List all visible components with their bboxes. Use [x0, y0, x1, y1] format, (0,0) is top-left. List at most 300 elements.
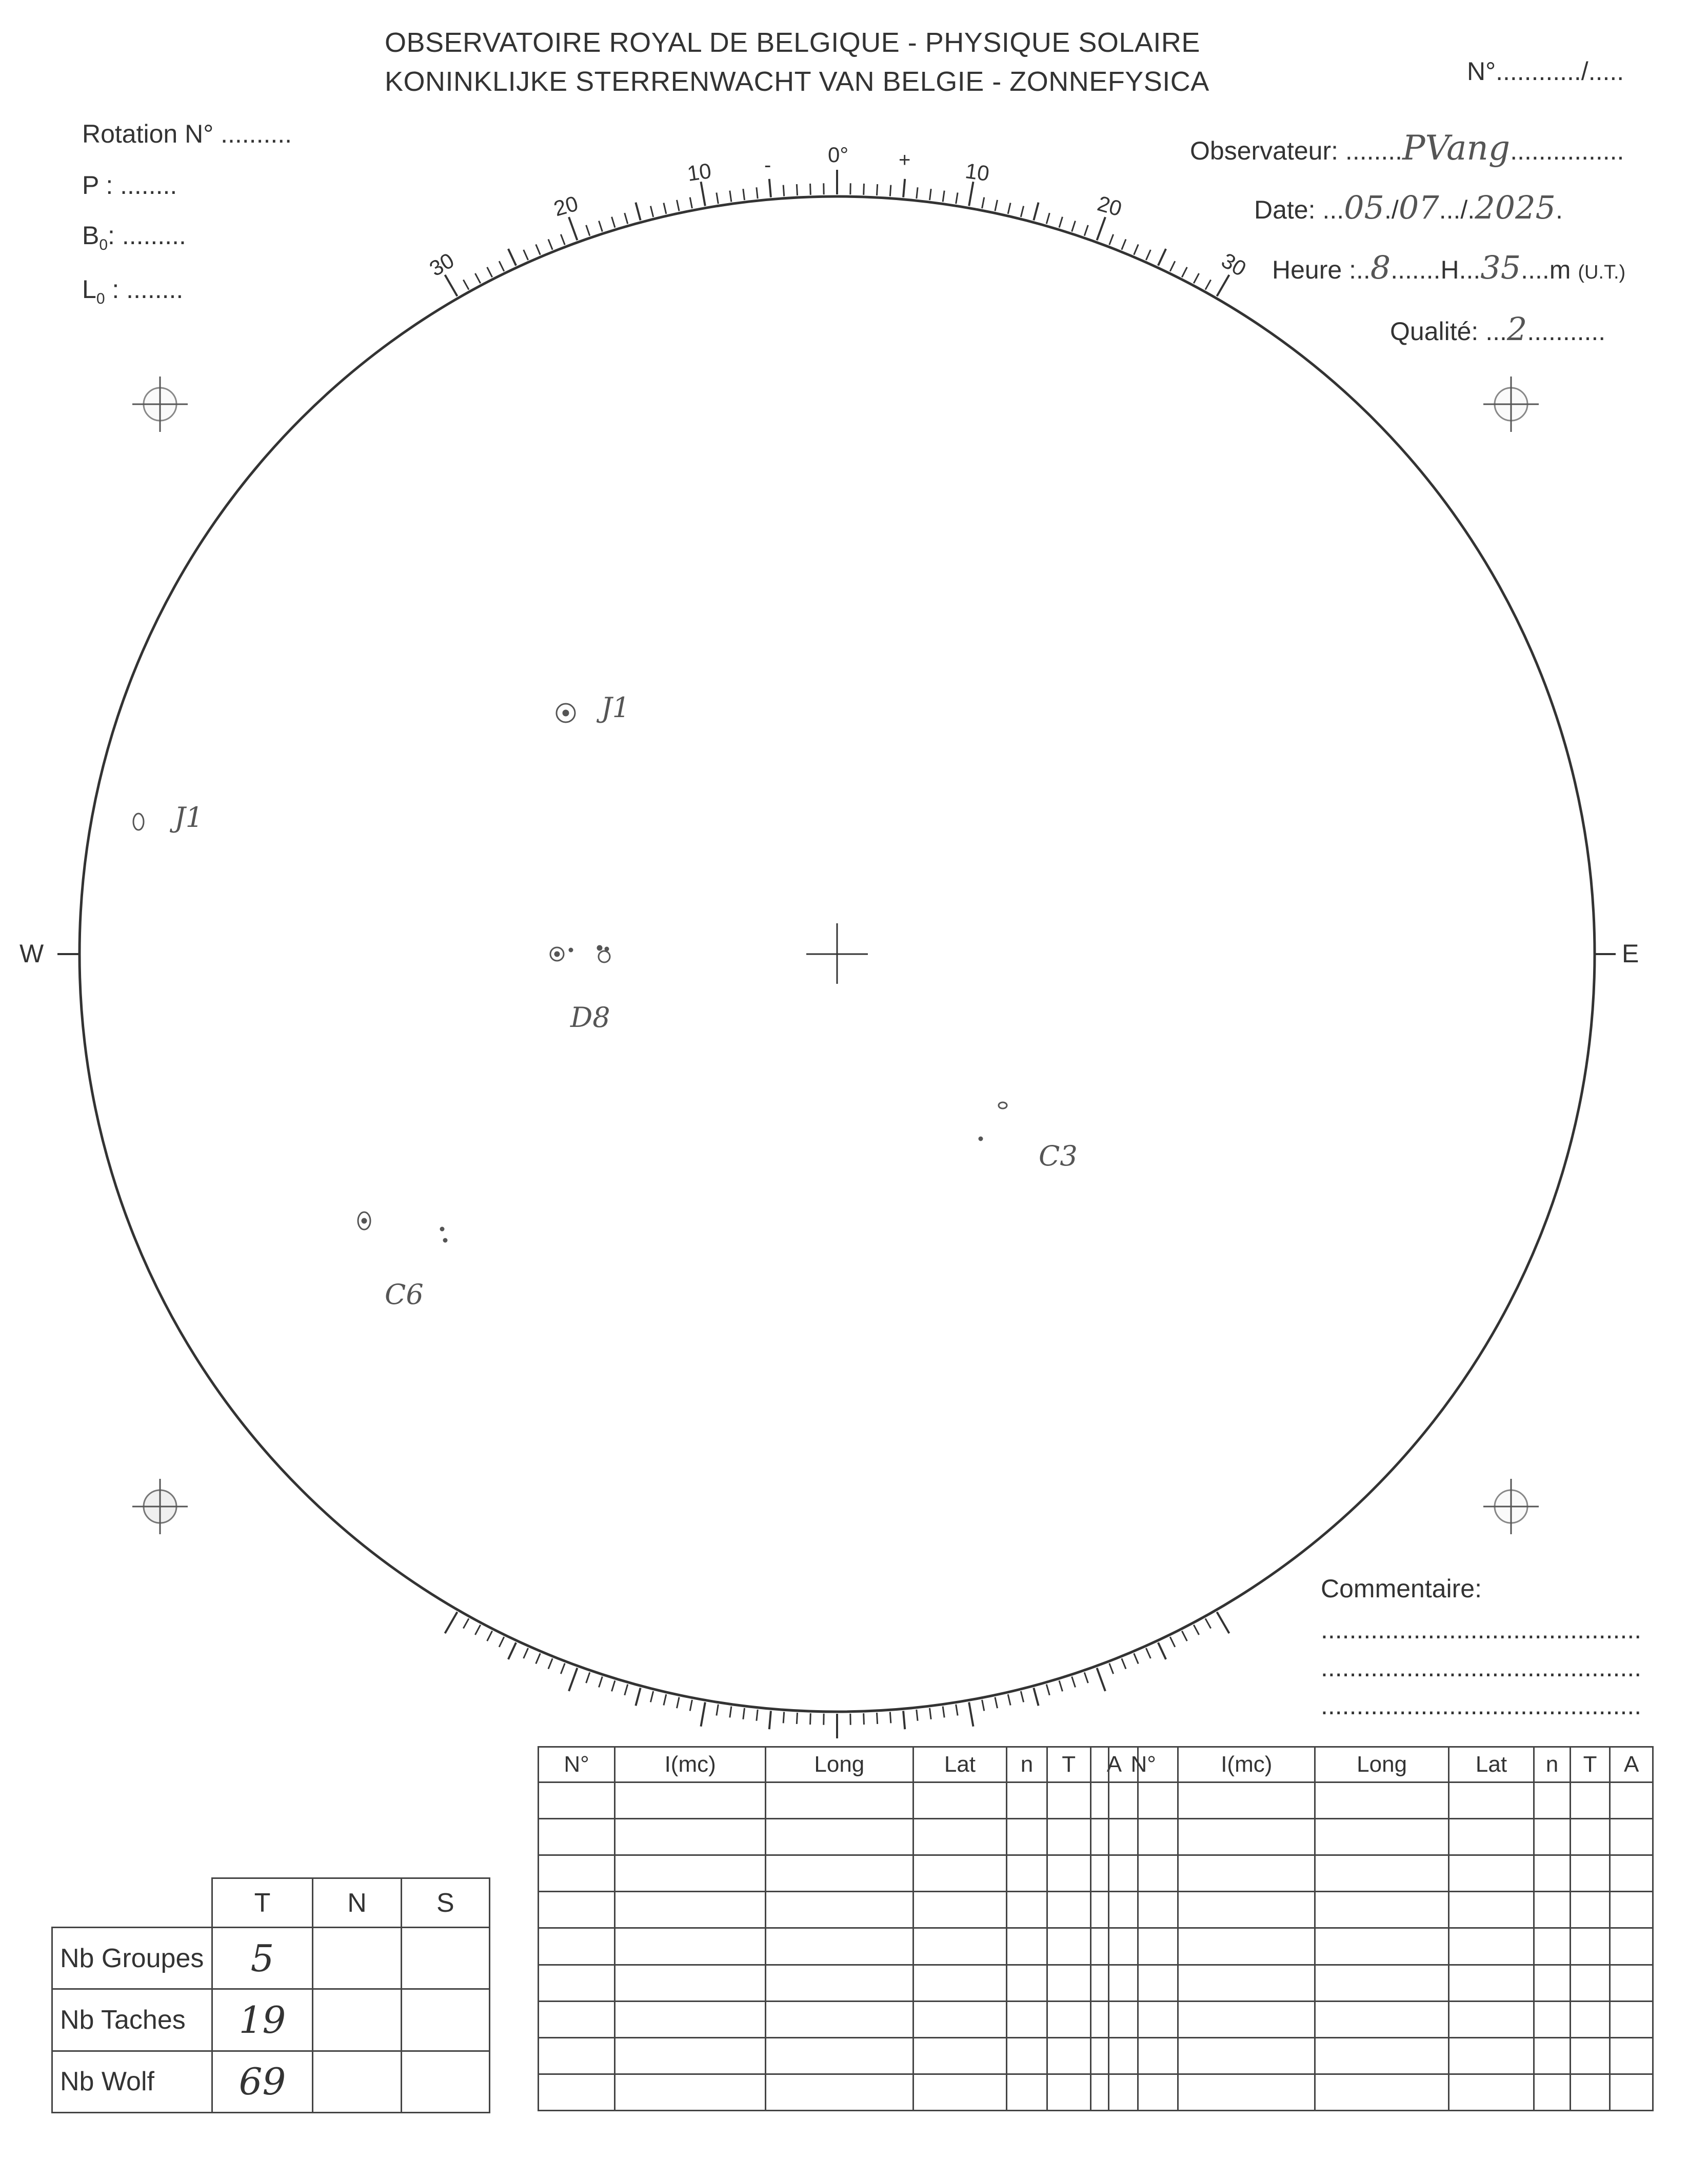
table-cell[interactable] [1610, 1892, 1653, 1928]
scale-tick [650, 206, 653, 217]
time-ut: (U.T.) [1578, 262, 1626, 283]
table-row [1109, 1782, 1653, 1819]
table-cell[interactable] [1449, 1819, 1534, 1855]
table-cell[interactable] [539, 1965, 615, 2001]
summary-row-label: Nb Groupes [52, 1928, 212, 1989]
sunspot-label-c3: C3 [1039, 1140, 1078, 1172]
title-french: OBSERVATOIRE ROYAL DE BELGIQUE - PHYSIQUE SOLAIRE [385, 27, 1200, 58]
table-cell[interactable] [1047, 1819, 1090, 1855]
scale-tick [1205, 280, 1211, 289]
scale-tick [890, 185, 891, 196]
table-cell[interactable] [1534, 2001, 1570, 2037]
table-cell[interactable] [1449, 2037, 1534, 2074]
table-cell[interactable] [1570, 1782, 1610, 1819]
scale-tick [625, 1685, 628, 1695]
table-cell[interactable] [913, 1965, 1007, 2001]
date-label: Date: [1254, 195, 1316, 224]
east-label: E [1622, 939, 1639, 968]
time-hour: 8 [1370, 249, 1391, 286]
table-cell[interactable] [1109, 1819, 1178, 1855]
table-row [539, 1782, 1138, 1819]
summary-groups-s [401, 1928, 489, 1989]
table-cell[interactable] [1007, 1782, 1047, 1819]
table-cell[interactable] [766, 1965, 913, 2001]
table-header-cell: Long [1315, 1747, 1449, 1782]
scale-tick [1034, 1688, 1038, 1706]
scale-label-right-20: 20 [1095, 191, 1125, 221]
l0-label: L [82, 275, 96, 304]
date-year: 2025 [1475, 189, 1556, 226]
scale-tick [701, 1702, 705, 1727]
summary-col-s: S [401, 1878, 489, 1928]
summary-col-n: N [313, 1878, 401, 1928]
summary-row-wolf [52, 2051, 490, 2112]
scale-tick [612, 1680, 615, 1691]
scale-tick [499, 1637, 504, 1647]
table-cell[interactable] [1109, 1892, 1178, 1928]
scale-tick [929, 189, 931, 200]
table-cell[interactable] [1178, 1928, 1315, 1965]
comment-line-1: ............................................. [1321, 1615, 1642, 1644]
scale-tick [690, 1700, 692, 1711]
table-cell[interactable] [913, 1855, 1007, 1892]
sunspot-c6-dot2 [444, 1239, 447, 1242]
scale-tick [1122, 1658, 1126, 1669]
scale-tick [903, 179, 905, 197]
table-cell[interactable] [1570, 2074, 1610, 2110]
scale-tick [1084, 1672, 1088, 1683]
sunspot-d8-follower [599, 951, 610, 962]
summary-row-label: Nb Taches [52, 1989, 212, 2051]
registration-mark-tl [132, 377, 188, 432]
table-cell[interactable] [1610, 1965, 1653, 2001]
scale-tick [664, 203, 666, 214]
scale-tick [1182, 1631, 1187, 1641]
table-cell[interactable] [1315, 1819, 1449, 1855]
sunspot-c3-dot [979, 1137, 982, 1140]
scale-tick [561, 1663, 565, 1674]
table-cell[interactable] [1449, 2074, 1534, 2110]
table-row [539, 2074, 1138, 2110]
table-cell[interactable] [766, 2001, 913, 2037]
l0-subscript: 0 [96, 290, 105, 307]
scale-tick [475, 1625, 480, 1635]
scale-tick [1059, 1680, 1062, 1691]
scale-tick [783, 185, 784, 196]
scale-tick [956, 1705, 958, 1716]
summary-row-spots [52, 1989, 490, 2051]
table-header-cell: T [1570, 1747, 1610, 1782]
table-row [539, 2037, 1138, 2074]
sunspot-j1-top-umbra [563, 710, 568, 716]
table-cell[interactable] [1534, 1928, 1570, 1965]
table-cell[interactable] [1570, 1819, 1610, 1855]
scale-tick [956, 193, 958, 204]
table-cell[interactable] [1570, 1855, 1610, 1892]
table-cell[interactable] [1534, 1965, 1570, 2001]
table-cell[interactable] [1047, 1928, 1090, 1965]
outline-gap-sw [281, 1512, 318, 1549]
table-cell[interactable] [1449, 1892, 1534, 1928]
observer-field: Observateur: ........PVang................ [1190, 128, 1624, 168]
table-row [1109, 1855, 1653, 1892]
b0-label: B [82, 221, 100, 250]
scale-tick [463, 280, 469, 289]
scale-tick [903, 1711, 905, 1729]
table-cell[interactable] [539, 1782, 615, 1819]
sunspot-label-c6: C6 [385, 1278, 424, 1311]
sunspot-c3 [999, 1102, 1007, 1108]
scale-tick [1134, 244, 1139, 254]
scale-tick [1170, 1637, 1175, 1647]
scale-tick [536, 1653, 541, 1663]
scale-tick [810, 184, 811, 195]
table-cell[interactable] [539, 2037, 615, 2074]
summary-table [51, 1877, 490, 2113]
table-cell[interactable] [766, 1782, 913, 1819]
time-label: Heure : [1272, 255, 1356, 284]
table-cell[interactable] [1109, 1965, 1178, 2001]
table-cell[interactable] [539, 2074, 615, 2110]
table-cell[interactable] [913, 2037, 1007, 2074]
table-header-cell: A [1610, 1747, 1653, 1782]
scale-tick [635, 1688, 640, 1706]
table-cell[interactable] [1178, 1855, 1315, 1892]
scale-tick [717, 193, 718, 204]
table-row [539, 2001, 1138, 2037]
scale-tick [810, 1713, 811, 1725]
sunspot-label-j1-top: J1 [601, 691, 630, 724]
table-cell[interactable] [1047, 1855, 1090, 1892]
observer-value: PVang [1402, 128, 1511, 168]
scale-tick [599, 1677, 603, 1688]
table-cell[interactable] [913, 2001, 1007, 2037]
table-cell[interactable] [766, 2074, 913, 2110]
table-cell[interactable] [1007, 2074, 1047, 2110]
table-cell[interactable] [1007, 1819, 1047, 1855]
table-cell[interactable] [1315, 1892, 1449, 1928]
scale-tick [717, 1705, 718, 1716]
time-h: H [1440, 255, 1459, 284]
table-cell[interactable] [1047, 2001, 1090, 2037]
table-cell[interactable] [1534, 1855, 1570, 1892]
scale-tick [757, 1710, 758, 1721]
table-cell[interactable] [1047, 2037, 1090, 2074]
scale-tick [1109, 234, 1114, 245]
table-row [1109, 1892, 1653, 1928]
table-cell[interactable] [1109, 2001, 1178, 2037]
scale-tick [499, 261, 504, 271]
scale-tick [877, 184, 878, 195]
table-cell[interactable] [1178, 1782, 1315, 1819]
table-cell[interactable] [913, 1928, 1007, 1965]
sunspot-label-d8: D8 [570, 1001, 610, 1034]
scale-tick [524, 1648, 528, 1658]
table-header-row [1109, 1747, 1653, 1782]
table-cell[interactable] [1109, 1855, 1178, 1892]
sunspot-d8-leader-umbra [555, 952, 559, 956]
scale-tick [1046, 213, 1049, 224]
table-cell[interactable] [1047, 1892, 1090, 1928]
table-cell[interactable] [1449, 1782, 1534, 1819]
table-header-cell: Lat [1449, 1747, 1534, 1782]
table-cell[interactable] [615, 1965, 766, 2001]
scale-tick [730, 1707, 731, 1718]
sunspot-d8-dot3 [569, 948, 572, 952]
table-cell[interactable] [1315, 1965, 1449, 2001]
table-cell[interactable] [1007, 2001, 1047, 2037]
scale-tick [1122, 239, 1126, 249]
registration-mark-tr [1483, 377, 1539, 432]
table-cell[interactable] [615, 2037, 766, 2074]
table-cell[interactable] [1570, 2001, 1610, 2037]
scale-tick [625, 213, 628, 224]
sunspot-c6-leader-umbra [362, 1219, 366, 1223]
scale-label-zero: 0° [828, 143, 849, 167]
table-cell[interactable] [913, 1892, 1007, 1928]
comment-line-3: ............................................. [1321, 1691, 1642, 1720]
scale-tick [743, 189, 745, 200]
scale-tick [548, 1658, 552, 1669]
scale-tick [943, 1707, 944, 1718]
scale-tick [730, 191, 731, 202]
rotation-field: Rotation N° .......... [82, 120, 292, 148]
scale-tick [1217, 275, 1229, 296]
table-cell[interactable] [615, 1892, 766, 1928]
scale-tick [690, 197, 692, 209]
table-cell[interactable] [1007, 1928, 1047, 1965]
p-field: P : ........ [82, 171, 177, 200]
table-header-row [539, 1747, 1138, 1782]
table-cell[interactable] [913, 2074, 1007, 2110]
table-cell[interactable] [539, 1928, 615, 1965]
table-cell[interactable] [1315, 1928, 1449, 1965]
summary-wolf-n [313, 2051, 401, 2112]
scale-tick [664, 1694, 666, 1705]
scale-tick [548, 239, 552, 249]
table-cell[interactable] [1007, 1892, 1047, 1928]
table-cell[interactable] [1610, 2037, 1653, 2074]
table-cell[interactable] [1610, 2074, 1653, 2110]
table-cell[interactable] [1007, 2037, 1047, 2074]
table-cell[interactable] [1610, 1855, 1653, 1892]
table-cell[interactable] [1178, 2001, 1315, 2037]
sunspot-label-j1-left: J1 [174, 801, 204, 834]
scale-tick [1217, 1612, 1229, 1634]
table-cell[interactable] [1047, 1782, 1090, 1819]
table-cell[interactable] [1534, 1819, 1570, 1855]
table-row [539, 1892, 1138, 1928]
table-cell[interactable] [766, 1928, 913, 1965]
table-cell[interactable] [1007, 1855, 1047, 1892]
time-field: Heure :..8.......H...35....m (U.T.) [1272, 249, 1626, 286]
table-cell[interactable] [913, 1782, 1007, 1819]
outline-gap-nw [281, 359, 318, 397]
table-cell[interactable] [1178, 1819, 1315, 1855]
table-cell[interactable] [1178, 2074, 1315, 2110]
scale-tick [487, 1631, 492, 1641]
table-cell[interactable] [766, 1892, 913, 1928]
table-cell[interactable] [766, 1855, 913, 1892]
title-dutch: KONINKLIJKE STERRENWACHT VAN BELGIE - ZONNEFYSICA [385, 66, 1209, 97]
table-cell[interactable] [615, 1819, 766, 1855]
scale-tick [1182, 267, 1187, 278]
table-header-cell: A [1090, 1747, 1138, 1782]
table-cell[interactable] [1047, 1965, 1090, 2001]
table-cell[interactable] [1610, 1819, 1653, 1855]
table-row [1109, 2001, 1653, 2037]
table-cell[interactable] [913, 1819, 1007, 1855]
scale-tick [569, 1668, 577, 1691]
table-header-cell: n [1007, 1747, 1047, 1782]
scale-tick [783, 1712, 784, 1723]
sunspot-j1-left [133, 814, 144, 830]
comment-label: Commentaire: [1321, 1574, 1482, 1603]
table-cell[interactable] [615, 2001, 766, 2037]
scale-tick [982, 197, 984, 209]
table-cell[interactable] [1109, 2037, 1178, 2074]
table-cell[interactable] [1315, 2037, 1449, 2074]
table-cell[interactable] [1570, 2037, 1610, 2074]
table-header-cell: T [1047, 1747, 1090, 1782]
table-cell[interactable] [1610, 1928, 1653, 1965]
table-header-cell: n [1534, 1747, 1570, 1782]
table-cell[interactable] [1178, 1892, 1315, 1928]
scale-tick [445, 275, 458, 296]
outline-gap-ne [1356, 359, 1393, 397]
scale-tick [1194, 273, 1199, 283]
scale-tick [917, 187, 918, 199]
table-cell[interactable] [1534, 2074, 1570, 2110]
table-cell[interactable] [615, 2074, 766, 2110]
table-cell[interactable] [1534, 1782, 1570, 1819]
table-cell[interactable] [1570, 1892, 1610, 1928]
table-cell[interactable] [615, 1782, 766, 1819]
scale-tick [569, 217, 577, 240]
table-cell[interactable] [1449, 1855, 1534, 1892]
quality-value: 2 [1506, 310, 1527, 348]
scale-tick [1146, 1648, 1150, 1658]
b0-subscript: 0 [99, 236, 108, 253]
table-cell[interactable] [1315, 2074, 1449, 2110]
scale-tick [769, 1711, 771, 1729]
scale-tick [586, 225, 590, 236]
table-cell[interactable] [1315, 2001, 1449, 2037]
group-data-table-right [1108, 1746, 1654, 2111]
scale-label-left-20: 20 [551, 191, 581, 221]
table-cell[interactable] [539, 1819, 615, 1855]
table-cell[interactable] [615, 1928, 766, 1965]
table-row [539, 1855, 1138, 1892]
table-cell[interactable] [766, 1819, 913, 1855]
table-cell[interactable] [1315, 1855, 1449, 1892]
table-cell[interactable] [1109, 2074, 1178, 2110]
scale-tick [969, 182, 973, 206]
bottom-latitude-scale [445, 1612, 1229, 1738]
table-cell[interactable] [1178, 1965, 1315, 2001]
l0-dots: : ........ [105, 275, 184, 304]
table-cell[interactable] [766, 2037, 913, 2074]
table-cell[interactable] [1610, 2001, 1653, 2037]
scale-tick [943, 191, 944, 202]
table-cell[interactable] [1449, 1965, 1534, 2001]
table-cell[interactable] [1534, 1892, 1570, 1928]
summary-spots-t: 19 [212, 1989, 313, 2051]
scale-tick [1109, 1663, 1114, 1674]
scale-tick [463, 1618, 469, 1628]
summary-groups-t: 5 [212, 1928, 313, 1989]
scale-tick [1008, 203, 1010, 214]
scale-tick [701, 182, 705, 206]
scale-tick [561, 234, 565, 245]
sheet-number: N°............/..... [1467, 57, 1624, 86]
scale-tick [890, 1712, 891, 1723]
table-cell[interactable] [1570, 1928, 1610, 1965]
table-cell[interactable] [615, 1855, 766, 1892]
table-cell[interactable] [1109, 1782, 1178, 1819]
summary-row-label: Nb Wolf [52, 2051, 212, 2112]
sunspot-c6-dot1 [441, 1227, 444, 1231]
scale-tick [1021, 206, 1023, 217]
scale-tick [677, 200, 680, 211]
sunspot-d8-dot1 [598, 946, 602, 950]
table-header-cell: Lat [913, 1747, 1007, 1782]
table-row [1109, 1928, 1653, 1965]
group-data-table-left [538, 1746, 1139, 2111]
scale-tick [536, 244, 541, 254]
table-cell[interactable] [539, 1892, 615, 1928]
scale-tick [635, 203, 640, 221]
scale-label-left-10: 10 [685, 158, 713, 186]
table-cell[interactable] [1449, 2001, 1534, 2037]
date-day: 05 [1344, 189, 1385, 226]
observer-label: Observateur: [1190, 136, 1339, 165]
table-cell[interactable] [539, 1855, 615, 1892]
quality-label: Qualité: [1390, 317, 1479, 346]
date-month: 07 [1398, 189, 1439, 226]
scale-tick [677, 1697, 680, 1709]
scale-tick [508, 1642, 516, 1659]
table-cell[interactable] [1610, 1782, 1653, 1819]
table-cell[interactable] [1570, 1965, 1610, 2001]
table-row [539, 1819, 1138, 1855]
scale-tick [982, 1700, 984, 1711]
table-cell[interactable] [1449, 1928, 1534, 1965]
scale-tick [877, 1713, 878, 1724]
table-cell[interactable] [1315, 1782, 1449, 1819]
table-cell[interactable] [1047, 2074, 1090, 2110]
scale-tick [917, 1710, 918, 1721]
table-cell[interactable] [1109, 1928, 1178, 1965]
table-header-cell: I(mc) [615, 1747, 766, 1782]
table-cell[interactable] [1007, 1965, 1047, 2001]
summary-spots-n [313, 1989, 401, 2051]
summary-spots-s [401, 1989, 489, 2051]
scale-tick [969, 1702, 973, 1727]
table-row [539, 1965, 1138, 2001]
scale-tick [487, 267, 492, 278]
table-cell[interactable] [539, 2001, 615, 2037]
scale-label-left-30: 30 [425, 248, 459, 281]
scale-tick [445, 1612, 458, 1634]
table-row [1109, 1965, 1653, 2001]
scale-tick [743, 1708, 745, 1719]
time-minute: 35 [1480, 249, 1521, 286]
table-cell[interactable] [1534, 2037, 1570, 2074]
scale-tick [1072, 1677, 1076, 1688]
table-cell[interactable] [1178, 2037, 1315, 2074]
b0-dots: : ......... [108, 221, 186, 250]
